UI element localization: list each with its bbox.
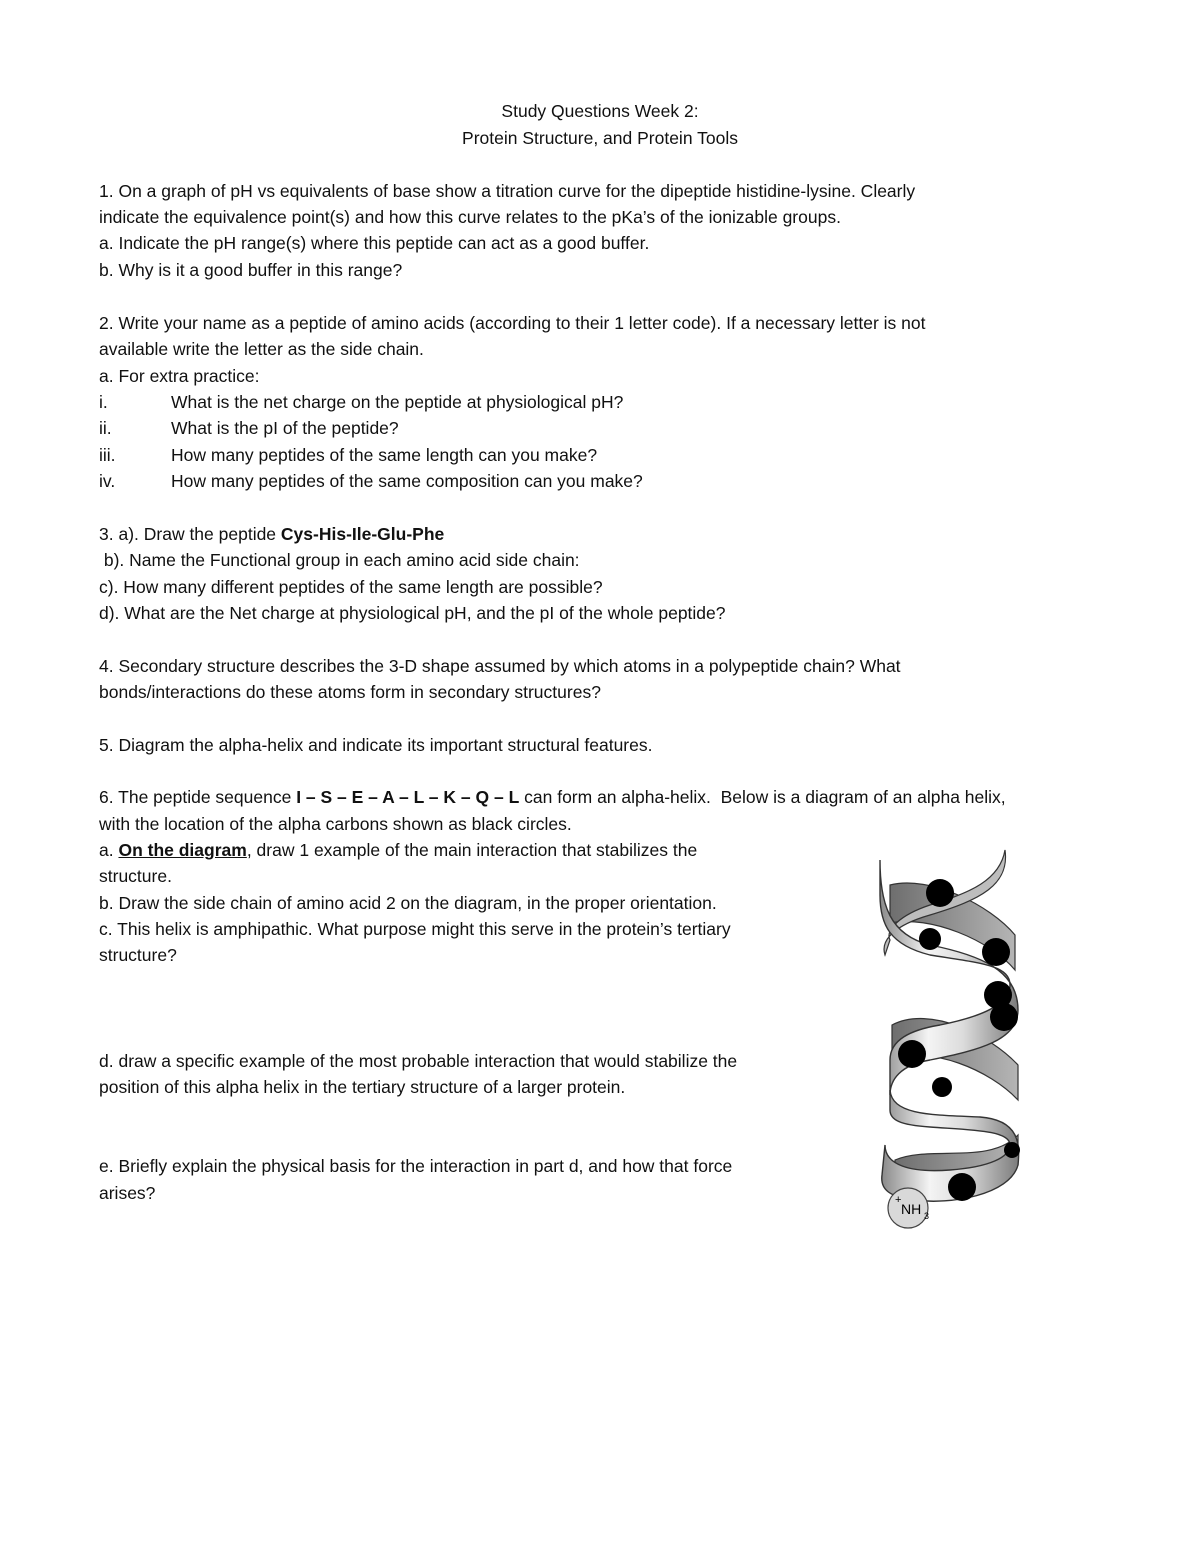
q2-line1: 2. Write your name as a peptide of amino acids (according to their 1 letter code). If a necessary letter is not (99, 313, 926, 333)
alpha-carbon (982, 938, 1010, 966)
q6-suffix: can form an alpha-helix. Below is a diagram of an alpha helix, (519, 787, 1006, 807)
q2-part-a: a. For extra practice: (99, 366, 260, 386)
page-subtitle: Protein Structure, and Protein Tools (462, 128, 738, 148)
q6-sequence: I – S – E – A – L – K – Q – L (296, 787, 520, 807)
alpha-helix-diagram (870, 845, 1030, 1240)
q6-prefix: 6. The peptide sequence (99, 787, 297, 807)
q6-line1 (99, 785, 1006, 809)
page-title: Study Questions Week 2: (501, 101, 699, 121)
q4-line2: bonds/interactions do these atoms form in secondary structures? (99, 682, 601, 702)
item-text: How many peptides of the same length can you make? (171, 445, 598, 465)
item-number: iii. (99, 445, 116, 465)
q2-item-iii (99, 443, 597, 467)
alpha-carbon (898, 1040, 926, 1068)
q6-part-a (99, 838, 697, 862)
q3-a-prefix: 3. a). Draw the peptide (99, 524, 281, 544)
n-terminus-subscript: 3 (924, 1211, 930, 1221)
item-text: What is the net charge on the peptide at physiological pH? (171, 392, 624, 412)
q3-part-a (99, 522, 444, 546)
q6-part-d-line2: position of this alpha helix in the tertiary structure of a larger protein. (99, 1077, 626, 1097)
q6-part-d-line1: d. draw a specific example of the most probable interaction that would stabilize the (99, 1051, 738, 1071)
q3-part-d: d). What are the Net charge at physiological pH, and the pI of the whole peptide? (99, 603, 726, 623)
q1-line2: indicate the equivalence point(s) and how this curve relates to the pKa’s of the ionizable groups. (99, 207, 841, 227)
item-text: What is the pI of the peptide? (171, 418, 399, 438)
q1-line1: 1. On a graph of pH vs equivalents of base show a titration curve for the dipeptide histidine-lysine. Clearly (99, 181, 916, 201)
alpha-carbon (932, 1077, 952, 1097)
item-number: iv. (99, 471, 116, 491)
alpha-carbon (919, 928, 941, 950)
q6-line2: with the location of the alpha carbons shown as black circles. (99, 814, 572, 834)
q2-line2: available write the letter as the side chain. (99, 339, 424, 359)
q6-part-b: b. Draw the side chain of amino acid 2 on the diagram, in the proper orientation. (99, 893, 717, 913)
q3-part-c: c). How many different peptides of the same length are possible? (99, 577, 603, 597)
item-number: ii. (99, 418, 112, 438)
alpha-carbon (1004, 1142, 1020, 1158)
q4-line1: 4. Secondary structure describes the 3-D shape assumed by which atoms in a polypeptide chain? What (99, 656, 901, 676)
n-terminus-charge: + (895, 1194, 902, 1206)
q6-part-e-line1: e. Briefly explain the physical basis for the interaction in part d, and how that force (99, 1156, 733, 1176)
q3-peptide: Cys-His-Ile-Glu-Phe (280, 524, 445, 544)
q2-item-iv (99, 469, 643, 493)
q6-a-prefix: a. (99, 840, 119, 860)
item-text: How many peptides of the same composition can you make? (171, 471, 643, 491)
q1-part-a: a. Indicate the pH range(s) where this peptide can act as a good buffer. (99, 233, 650, 253)
item-number: i. (99, 392, 108, 412)
q6-part-a-line2: structure. (99, 866, 172, 886)
q2-item-i (99, 390, 623, 414)
alpha-carbon (990, 1003, 1018, 1031)
q6-part-c-line2: structure? (99, 945, 177, 965)
q1-part-b: b. Why is it a good buffer in this range? (99, 260, 403, 280)
alpha-carbon (948, 1173, 976, 1201)
q5-line1: 5. Diagram the alpha-helix and indicate its important structural features. (99, 735, 653, 755)
n-terminus-label: NH (901, 1201, 922, 1217)
q6-a-emphasis: On the diagram (118, 840, 247, 860)
alpha-carbon (926, 879, 954, 907)
q3-part-b: b). Name the Functional group in each amino acid side chain: (99, 550, 580, 570)
q6-part-e-line2: arises? (99, 1183, 156, 1203)
q6-part-c-line1: c. This helix is amphipathic. What purpose might this serve in the protein’s tertiary (99, 919, 731, 939)
q6-a-suffix: , draw 1 example of the main interaction that stabilizes the (246, 840, 698, 860)
q2-item-ii (99, 416, 399, 440)
